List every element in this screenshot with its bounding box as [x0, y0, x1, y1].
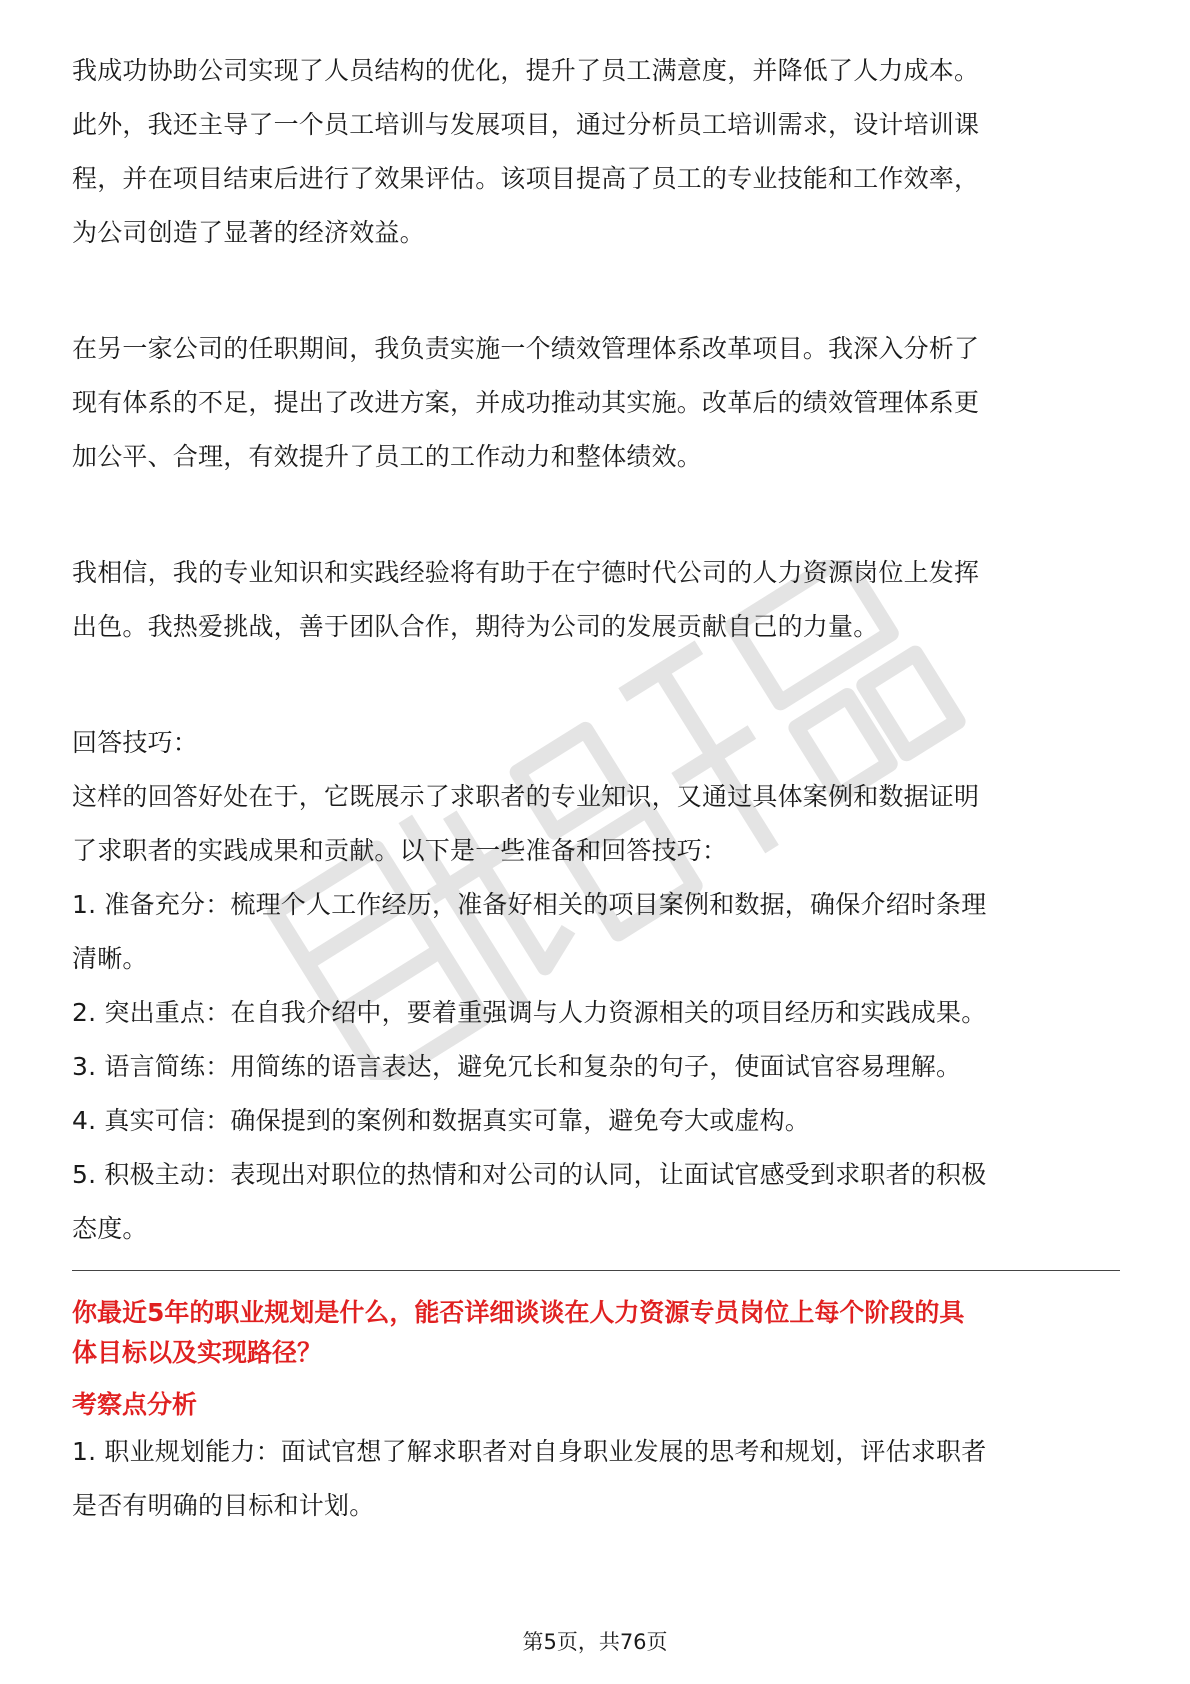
paragraph-line: 我相信，我的专业知识和实践经验将有助于在宁德时代公司的人力资源岗位上发挥 — [72, 558, 980, 587]
tips-intro-line: 这样的回答好处在于，它既展示了求职者的专业知识，又通过具体案例和数据证明 — [72, 782, 980, 811]
analysis-title: 考察点分析 — [72, 1390, 198, 1419]
paragraph-line: 为公司创造了显著的经济效益。 — [72, 218, 425, 247]
answer-tips-section — [72, 716, 1122, 1256]
paragraph-line: 现有体系的不足，提出了改进方案，并成功推动其实施。改革后的绩效管理体系更 — [72, 388, 980, 417]
analysis-item: 是否有明确的目标和计划。 — [72, 1491, 375, 1520]
paragraph-conclusion — [72, 546, 1122, 654]
paragraph-line: 加公平、合理，有效提升了员工的工作动力和整体绩效。 — [72, 442, 703, 471]
tips-item: 态度。 — [72, 1214, 148, 1243]
tips-item: 3. 语言简练：用简练的语言表达，避免冗长和复杂的句子，使面试官容易理解。 — [72, 1052, 962, 1081]
question-title-line: 体目标以及实现路径？ — [72, 1338, 323, 1367]
paragraph-performance-project — [72, 322, 1122, 484]
tips-item: 2. 突出重点：在自我介绍中，要着重强调与人力资源相关的项目经历和实践成果。 — [72, 998, 987, 1027]
paragraph-line: 在另一家公司的任职期间，我负责实施一个绩效管理体系改革项目。我深入分析了 — [72, 334, 980, 363]
paragraph-line: 我成功协助公司实现了人员结构的优化，提升了员工满意度，并降低了人力成本。 — [72, 56, 980, 85]
page-number: 第5页，共76页 — [522, 1630, 668, 1654]
tips-item: 4. 真实可信：确保提到的案例和数据真实可靠，避免夸大或虚构。 — [72, 1106, 811, 1135]
paragraph-achievements — [72, 44, 1122, 260]
tips-item: 清晰。 — [72, 944, 148, 973]
tips-item: 1. 准备充分：梳理个人工作经历，准备好相关的项目案例和数据，确保介绍时条理 — [72, 890, 987, 919]
paragraph-line: 此外，我还主导了一个员工培训与发展项目，通过分析员工培训需求，设计培训课 — [72, 110, 980, 139]
document-body — [72, 44, 1122, 1533]
tips-intro-line: 了求职者的实践成果和贡献。以下是一些准备和回答技巧： — [72, 836, 728, 865]
question-title-line: 你最近5年的职业规划是什么，能否详细谈谈在人力资源专员岗位上每个阶段的具 — [72, 1298, 965, 1327]
section-divider — [72, 1270, 1120, 1271]
tips-item: 5. 积极主动：表现出对职位的热情和对公司的认同，让面试官感受到求职者的积极 — [72, 1160, 987, 1189]
analysis-item: 1. 职业规划能力：面试官想了解求职者对自身职业发展的思考和规划，评估求职者 — [72, 1437, 987, 1466]
question-block — [72, 1293, 1122, 1533]
tips-heading: 回答技巧： — [72, 728, 199, 757]
paragraph-line: 出色。我热爱挑战，善于团队合作，期待为公司的发展贡献自己的力量。 — [72, 612, 879, 641]
paragraph-line: 程，并在项目结束后进行了效果评估。该项目提高了员工的专业技能和工作效率， — [72, 164, 980, 193]
